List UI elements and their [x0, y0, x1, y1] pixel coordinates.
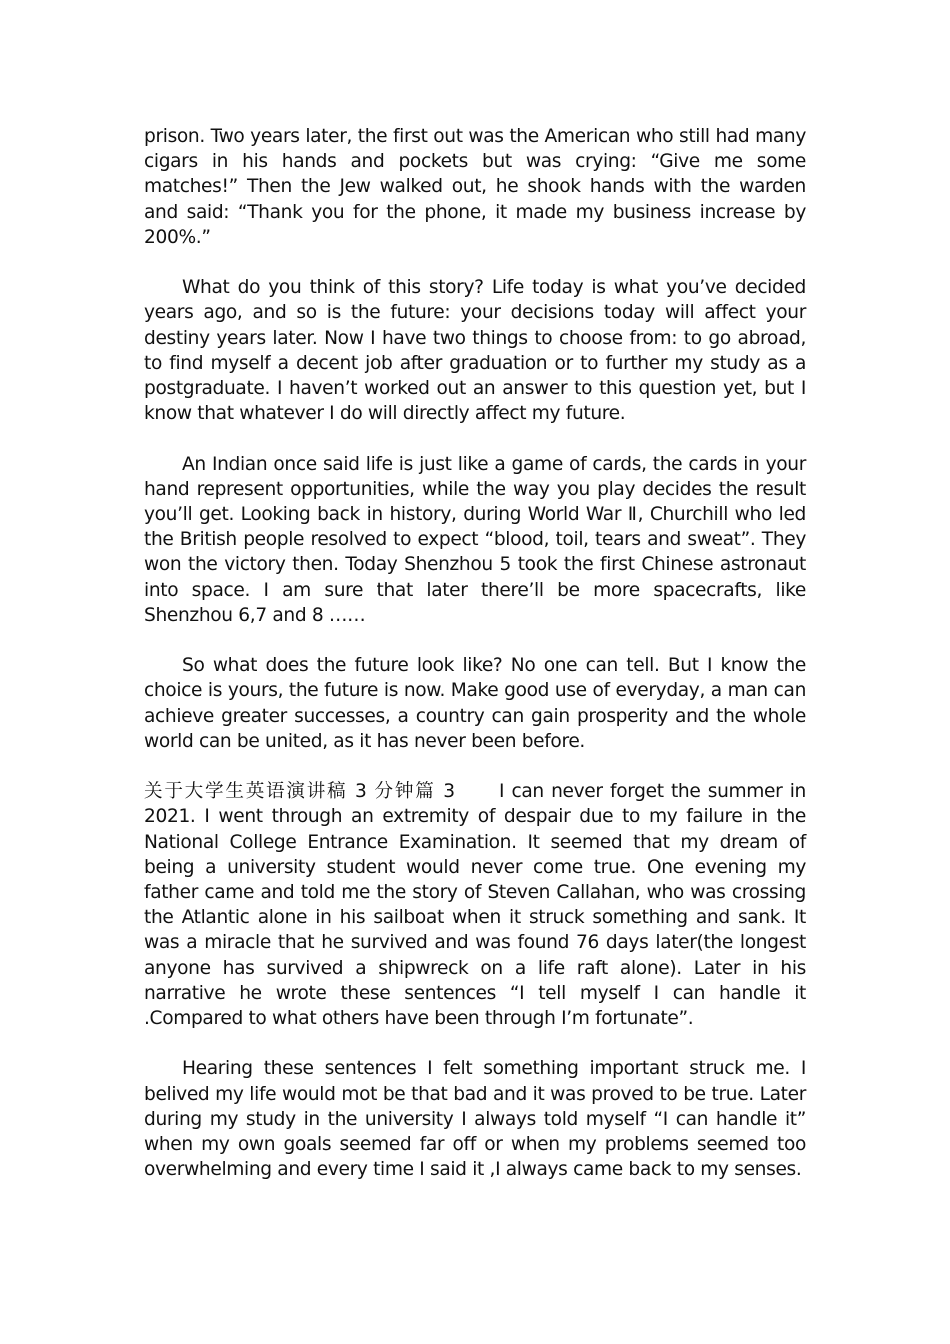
paragraph-section-3	[144, 779, 806, 1031]
paragraph-story-reflection: What do you think of this story? Life today is what you’ve decided years ago, and so is the future: your decisions today will affect your destiny years later. Now I have two things to choose from: to go abroad, to find myself a decent job after graduation or to further my study as a postgraduate. I haven’t worked out an answer to this question yet, but I know that whatever I do will directly affect my future.	[144, 277, 806, 425]
document-body	[144, 124, 806, 1208]
paragraph-prison-ending: prison. Two years later, the first out was the American who still had many cigars in his hands and pockets but was crying: “Give me some matches!” Then the Jew walked out, he shook hands with the warden and said: “Thank you for the phone, it made my business increase by 200%.”	[144, 126, 806, 248]
paragraph-i-can-handle-it: Hearing these sentences I felt something important struck me. I belived my life would mot be that bad and it was proved to be true. Later during my study in the university I always told myself “I can handle it” when my own goals seemed far off or when my problems seemed too overwhelming and every time I said it ,I always came back to my senses.	[144, 1058, 806, 1181]
paragraph-summer-2021: I can never forget the summer in 2021. I went through an extremity of despair due to my failure in the National College Entrance Examination. It seemed that my dream of being a university student would never come true. One evening my father came and told me the story of Steven Callahan, who was crossing the Atlantic alone in his sailboat when it struck something and sank. It was a miracle that he survived and was found 76 days later(the longest anyone has survived a shipwreck on a life raft alone). Later in his narrative he wrote these sentences “I tell myself I can handle it .Compared to what others have been through I’m fortunate”.	[144, 781, 806, 1030]
paragraph-future-choice: So what does the future look like? No one can tell. But I know the choice is yours, the future is now. Make good use of everyday, a man can achieve greater successes, a country can gain prosperity and the whole world can be united, as it has never been before.	[144, 655, 806, 752]
section-heading: 关于大学生英语演讲稿 3 分钟篇 3	[144, 781, 456, 803]
paragraph-game-of-cards: An Indian once said life is just like a game of cards, the cards in your hand represent opportunities, while the way you play decides the result you’ll get. Looking back in history, during World War Ⅱ, Churchill who led the British people resolved to expect “blood, toil, tears and sweat”. They won the victory then. Today Shenzhou 5 took the first Chinese astronaut into space. I am sure that later there’ll be more spacecrafts, like Shenzhou 6,7 and 8 ……	[144, 453, 806, 626]
